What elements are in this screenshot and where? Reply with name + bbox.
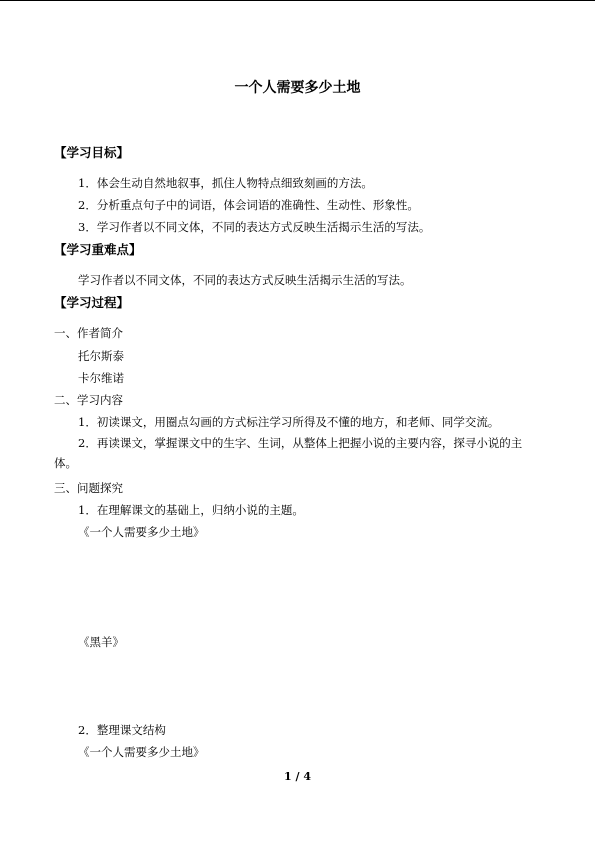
author-calvino: 卡尔维诺	[78, 371, 124, 385]
top-border-line	[0, 0, 595, 1]
study-content-item-1: 1．初读课文，用圈点勾画的方式标注学习所得及不懂的地方，和老师、同学交流。	[78, 415, 500, 429]
author-tolstoy: 托尔斯泰	[78, 349, 124, 363]
study-content-label: 二、学习内容	[54, 393, 123, 407]
study-content-item-2: 2．再读课文，掌握课文中的生字、生词，从整体上把握小说的主要内容，探寻小说的主体。	[54, 436, 523, 470]
work-title-land: 《一个人需要多少土地》	[78, 525, 205, 539]
goal-item-3: 3．学习作者以不同文体，不同的表达方式反映生活揭示生活的写法。	[78, 220, 431, 234]
work-title-land-structure: 《一个人需要多少土地》	[78, 745, 205, 759]
page-number: 1 / 4	[284, 770, 311, 783]
goal-item-1: 1．体会生动自然地叙事，抓住人物特点细致刻画的方法。	[78, 176, 373, 190]
goals-heading: 【学习目标】	[54, 145, 130, 160]
question-2: 2．整理课文结构	[78, 723, 166, 737]
goal-item-2: 2．分析重点句子中的词语，体会词语的准确性、生动性、形象性。	[78, 198, 419, 212]
author-intro-label: 一、作者简介	[54, 326, 123, 340]
question-1: 1．在理解课文的基础上，归纳小说的主题。	[78, 503, 304, 517]
key-points-text: 学习作者以不同文体，不同的表达方式反映生活揭示生活的写法。	[78, 273, 412, 287]
problem-inquiry-label: 三、问题探究	[54, 481, 123, 495]
work-title-black-sheep: 《黑羊》	[78, 635, 124, 649]
key-points-heading: 【学习重难点】	[54, 242, 142, 257]
document-title: 一个人需要多少土地	[234, 80, 361, 96]
process-heading: 【学习过程】	[54, 295, 130, 310]
